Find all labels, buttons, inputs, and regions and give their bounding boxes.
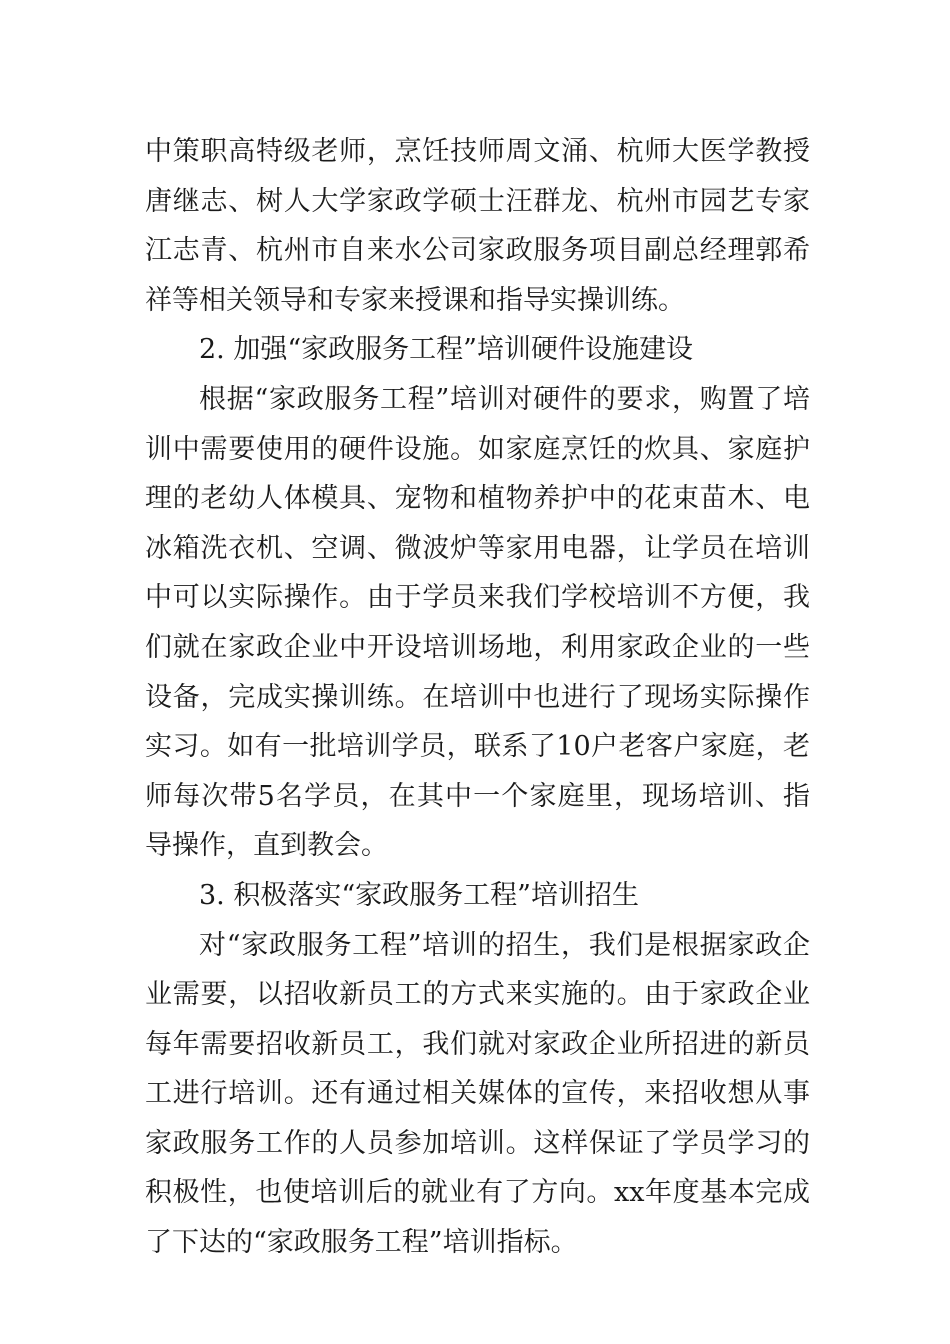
section-heading-hardware: 2. 加强“家政服务工程”培训硬件设施建设 [199,334,693,366]
paragraph-hardware: 根据“家政服务工程”培训对硬件的要求，购置了培训中需要使用的硬件设施。如家庭烹饪的炊具、家庭护理的老幼人体模具、宠物和植物养护中的花束苗木、电冰箱洗衣机、空调、微波炉等家用电器，让学员在培训中可以实际操作。由于学员来我们学校培训不方便，我们就在家政企业中开设培训场地，利用家政企业的一些设备，完成实操训练。在培训中也进行了现场实际操作实习。如有一批培训学员，联系了10户老客户家庭，老师每次带5名学员，在其中一个家庭里，现场培训、指导操作，直到教会。 [145,383,810,862]
paragraph-enrollment: 对“家政服务工程”培训的招生，我们是根据家政企业需要，以招收新员工的方式来实施的。由于家政企业每年需要招收新员工，我们就对家政企业所招进的新员工进行培训。还有通过相关媒体的宣传，来招收想从事家政服务工作的人员参加培训。这样保证了学员学习的积极性，也使培训后的就业有了方向。xx年度基本完成了下达的“家政服务工程”培训指标。 [145,929,810,1259]
document-body [145,127,810,1268]
section-heading-enrollment: 3. 积极落实“家政服务工程”培训招生 [199,879,639,911]
paragraph-lecturers: 中策职高特级老师，烹饪技师周文涌、杭师大医学教授唐继志、树人大学家政学硕士汪群龙、杭州市园艺专家江志青、杭州市自来水公司家政服务项目副总经理郭希祥等相关领导和专家来授课和指导实操训练。 [145,136,810,316]
